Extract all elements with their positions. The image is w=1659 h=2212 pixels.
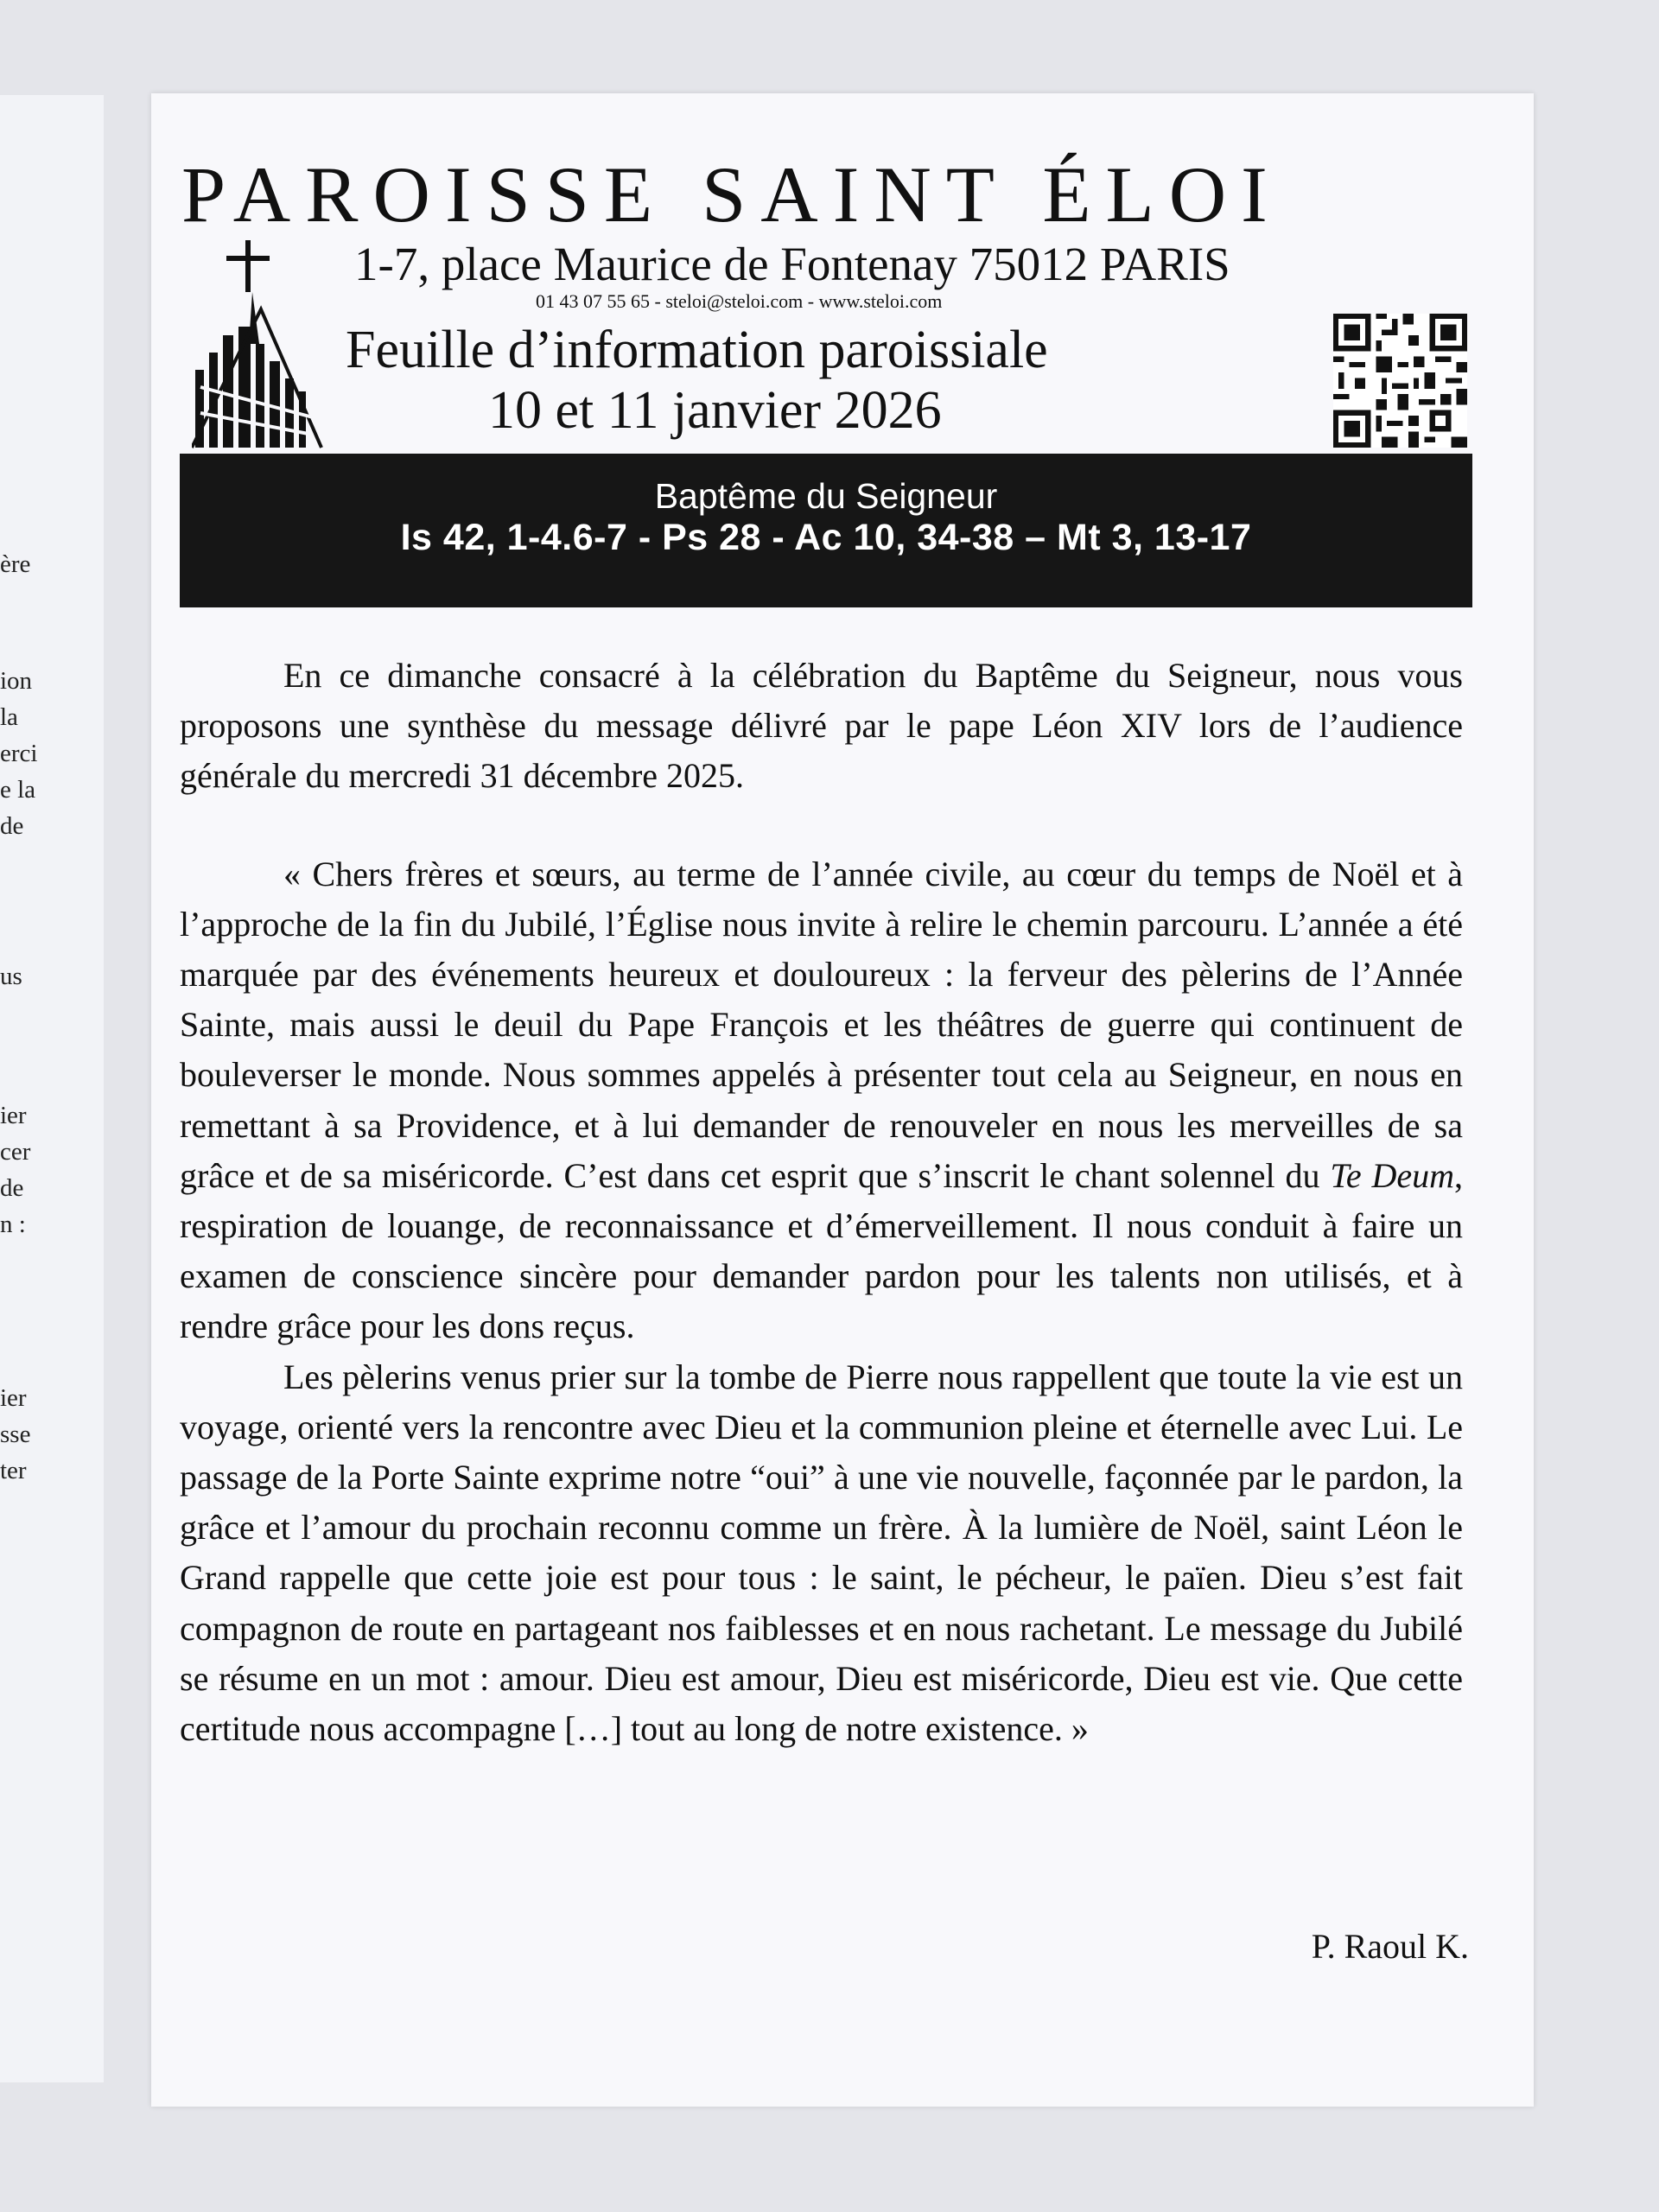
parish-address: 1-7, place Maurice de Fontenay 75012 PARIS [354, 238, 1230, 290]
adjacent-page-fragment [0, 1380, 52, 1489]
qr-code-icon [1333, 314, 1467, 448]
fragment-text: n : [0, 1211, 26, 1238]
quote-text: , respiration de louange, de reconnaissance et d’émerveillement. Il nous conduit à faire un examen de conscience sincère pour demander pardon pour les talents non utilisés, et à rendre grâce pour les dons reçus. [180, 1155, 1464, 1346]
fragment-text: e la [0, 776, 36, 804]
adjacent-page-fragment [0, 663, 52, 844]
fragment-text: ion [0, 667, 33, 695]
parish-contact: 01 43 07 55 65 - steloi@steloi.com - www.steloi.com [536, 290, 943, 312]
fragment-text: erci [0, 740, 38, 767]
newsletter-dates: 10 et 11 janvier 2026 [488, 381, 942, 440]
adjacent-page-fragment [0, 546, 52, 582]
fragment-text: de [0, 812, 24, 840]
intro-paragraph: En ce dimanche consacré à la célébration du Baptême du Seigneur, nous vous proposons une synthèse du message délivré par le pape Léon XIV lors de l’audience générale du mercredi 31 décembre 2025. [180, 656, 1463, 796]
quote-paragraph-2: Les pèlerins venus prier sur la tombe de Pierre nous rappellent que toute la vie est un voyage, orienté vers la rencontre avec Dieu et la communion pleine et éternelle avec Lui. Le passage de la Porte Sainte exprime notre “oui” à une vie nouvelle, façonnée par le pardon, la grâce et l’amour du prochain reconnu comme un frère. À la lumière de Noël, saint Léon le Grand rappelle que cette joie est pour tous : le saint, le pécheur, le païen. Dieu s’est fait compagnon de route en partageant nos faiblesses et en nous rachetant. Le message du Jubilé se résume en un mot : amour. Dieu est amour, Dieu est miséricorde, Dieu est vie. Que cette certitude nous accompagne […] tout au long de notre existence. » [180, 1357, 1463, 1749]
quote-text: « Chers frères et sœurs, au terme de l’année civile, au cœur du temps de Noël et à l’approche de la fin du Jubilé, l’Église nous invite à relire le chemin parcouru. L’année a été marquée par des événements heureux et douloureux : la ferveur des pèlerins de l’Année Sainte, mais aussi le deuil du Pape François et les théâtres de guerre qui continuent de bouleverser le monde. Nous sommes appelés à présenter tout cela au Seigneur, en nous en remettant à sa Providence, et à lui demander de renouveler en nous les merveilles de sa grâce et de sa miséricorde. C’est dans cet esprit que s’inscrit le chant solennel du [180, 854, 1463, 1195]
adjacent-page-fragment [0, 958, 52, 995]
newsletter-subtitle: Feuille d’information paroissiale [346, 321, 1048, 379]
adjacent-page-fragment [0, 1097, 52, 1243]
fragment-text: ère [0, 550, 31, 578]
fragment-text: us [0, 963, 22, 990]
fragment-text: de [0, 1174, 24, 1202]
parish-title: PAROISSE SAINT ÉLOI [181, 150, 1282, 238]
quote-paragraph-1 [180, 849, 1463, 1352]
fragment-text: cer [0, 1138, 31, 1166]
feast-name: Baptême du Seigneur [654, 476, 998, 516]
fragment-text: la [0, 703, 18, 731]
fragment-text: ter [0, 1457, 27, 1484]
fragment-text: ier [0, 1102, 27, 1129]
fragment-text: ier [0, 1384, 27, 1412]
te-deum-title: Te Deum [1330, 1155, 1455, 1195]
adjacent-page [0, 95, 104, 2082]
liturgy-banner [180, 454, 1472, 607]
author-signature: P. Raoul K. [1311, 1927, 1469, 1966]
fragment-text: sse [0, 1421, 31, 1448]
church-logo-icon [192, 240, 330, 452]
article-body [180, 651, 1463, 1754]
readings-reference: Is 42, 1-4.6-7 - Ps 28 - Ac 10, 34-38 – Mt 3, 13-17 [400, 517, 1252, 558]
